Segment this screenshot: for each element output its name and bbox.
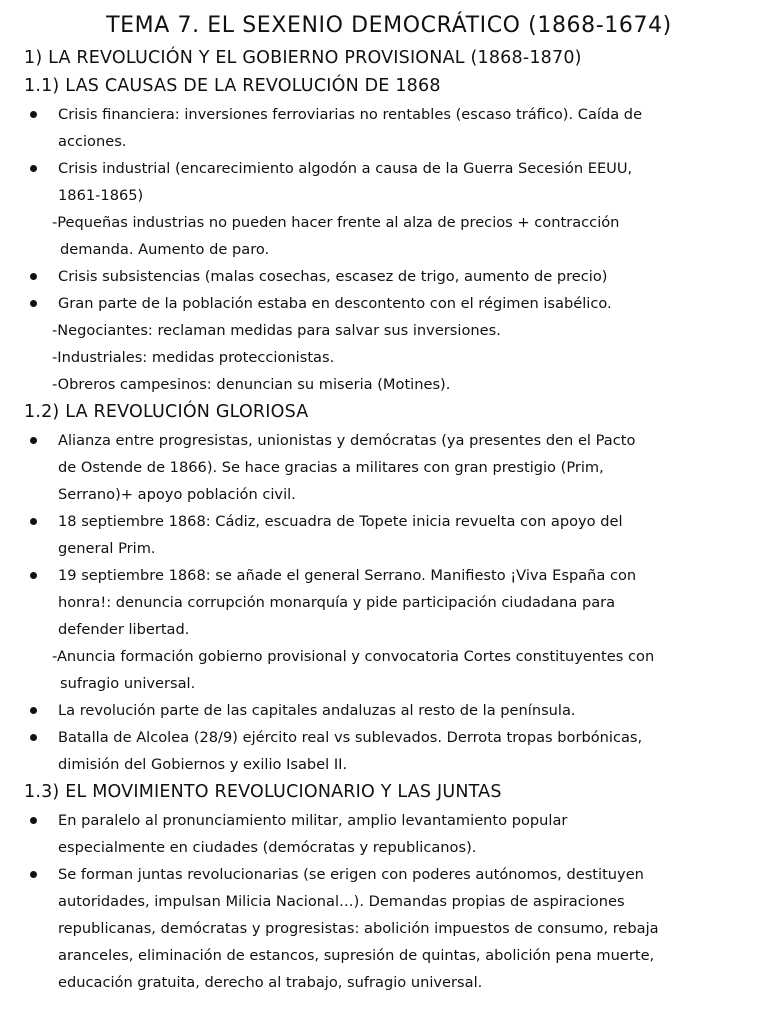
causes-list <box>24 101 754 398</box>
revolution-list <box>24 427 754 778</box>
sub-point: -Negociantes: reclaman medidas para salvar sus inversiones. <box>52 322 501 339</box>
list-item: Se forman juntas revolucionarias (se erigen con poderes autónomos, destituyen autoridades, impulsan Milicia Nacional…). Demandas propias de aspiraciones republicanas, demócratas y progresistas: abolición impuestos de consumo, rebaja aranceles, eliminación de estancos, supresión de quintas, abolición pena muerte, educación gratuita, derecho al trabajo, sufragio universal. <box>24 861 754 996</box>
section-heading: 1) LA REVOLUCIÓN Y EL GOBIERNO PROVISIONAL (1868-1870) <box>24 48 582 68</box>
list-item: En paralelo al pronunciamiento militar, amplio levantamiento popular especialmente en ciudades (demócratas y republicanos). <box>24 807 754 861</box>
list-item: Batalla de Alcolea (28/9) ejército real vs sublevados. Derrota tropas borbónicas, dimisión del Gobiernos y exilio Isabel II. <box>24 724 754 778</box>
list-item: Crisis financiera: inversiones ferroviarias no rentables (escaso tráfico). Caída de acciones. <box>24 101 754 155</box>
subsection-heading: 1.2) LA REVOLUCIÓN GLORIOSA <box>24 402 309 422</box>
list-item: Crisis subsistencias (malas cosechas, escasez de trigo, aumento de precio) <box>24 263 754 290</box>
sub-point: -Obreros campesinos: denuncian su miseria (Motines). <box>52 376 451 393</box>
list-item: 19 septiembre 1868: se añade el general Serrano. Manifiesto ¡Viva España con honra!: denuncia corrupción monarquía y pide participación ciudadana para defender libertad. <box>24 562 754 643</box>
sub-point: -Industriales: medidas proteccionistas. <box>52 349 335 366</box>
sub-point: -Anuncia formación gobierno provisional y convocatoria Cortes constituyentes con sufragio universal. <box>52 648 655 692</box>
list-item: Gran parte de la población estaba en descontento con el régimen isabélico. <box>24 290 754 317</box>
sub-point: -Pequeñas industrias no pueden hacer frente al alza de precios + contracción demanda. Aumento de paro. <box>52 214 620 258</box>
list-item: Crisis industrial (encarecimiento algodón a causa de la Guerra Secesión EEUU, 1861-1865) <box>24 155 754 209</box>
subsection-heading: 1.3) EL MOVIMIENTO REVOLUCIONARIO Y LAS JUNTAS <box>24 782 502 802</box>
subsection-heading: 1.1) LAS CAUSAS DE LA REVOLUCIÓN DE 1868 <box>24 76 441 96</box>
list-item: Alianza entre progresistas, unionistas y demócratas (ya presentes den el Pacto de Ostende de 1866). Se hace gracias a militares con gran prestigio (Prim, Serrano)+ apoyo población civil. <box>24 427 754 508</box>
juntas-list <box>24 807 754 996</box>
list-item: 18 septiembre 1868: Cádiz, escuadra de Topete inicia revuelta con apoyo del general Prim. <box>24 508 754 562</box>
page-title: TEMA 7. EL SEXENIO DEMOCRÁTICO (1868-1674) <box>106 13 672 38</box>
list-item: La revolución parte de las capitales andaluzas al resto de la península. <box>24 697 754 724</box>
